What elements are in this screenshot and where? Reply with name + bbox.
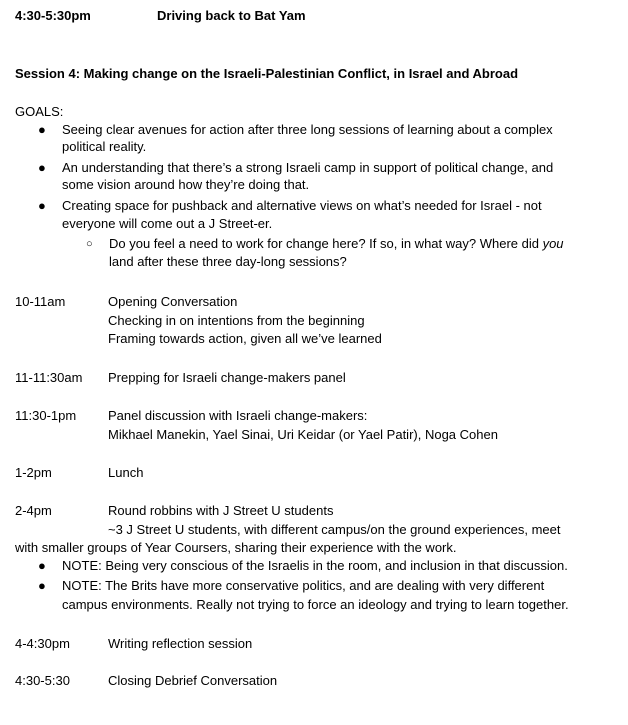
opening-line-2: Checking in on intentions from the beginning [108,313,365,328]
goal-2-line-2: some vision around how they’re doing that. [62,177,310,192]
goal-2-line-1: An understanding that there’s a strong Israeli camp in support of political change, and [62,160,554,175]
sub-goal-line-1: Do you feel a need to work for change here? If so, in what way? Where did you [109,236,564,251]
header-activity: Driving back to Bat Yam [157,8,306,23]
goal-3-line-1: Creating space for pushback and alternative views on what’s needed for Israel - not [62,198,542,213]
bullet-icon: ● [38,198,46,213]
writing-text: Writing reflection session [108,636,253,651]
sub-goal-line-2: land after these three day-long sessions? [109,254,347,269]
robbins-title: Round robbins with J Street U students [108,503,334,518]
robbins-desc-line-1: ~3 J Street U students, with different campus/on the ground experiences, meet [108,522,561,537]
panel-line-2: Mikhael Manekin, Yael Sinai, Uri Keidar (or Yael Patir), Noga Cohen [108,427,498,442]
bullet-icon: ● [38,122,46,137]
bullet-icon: ● [38,558,46,573]
robbins-time: 2-4pm [15,503,52,518]
note-2-line-1: NOTE: The Brits have more conservative politics, and are dealing with very different [62,578,545,593]
header-time: 4:30-5:30pm [15,8,91,23]
opening-line-1: Opening Conversation [108,294,238,309]
goal-1-line-2: political reality. [62,139,147,154]
closing-time: 4:30-5:30 [15,673,70,688]
hollow-bullet-icon: ○ [86,238,93,250]
goals-label: GOALS: [15,104,64,119]
session-title: Session 4: Making change on the Israeli-Palestinian Conflict, in Israel and Abroad [15,66,519,81]
bullet-icon: ● [38,578,46,593]
lunch-time: 1-2pm [15,465,52,480]
writing-time: 4-4:30pm [15,636,70,651]
goal-1-line-1: Seeing clear avenues for action after three long sessions of learning about a complex [62,122,553,137]
opening-line-3: Framing towards action, given all we’ve learned [108,331,382,346]
prep-text: Prepping for Israeli change-makers panel [108,370,346,385]
robbins-desc-line-2: with smaller groups of Year Coursers, sharing their experience with the work. [15,540,457,555]
closing-text: Closing Debrief Conversation [108,673,278,688]
lunch-text: Lunch [108,465,144,480]
panel-line-1: Panel discussion with Israeli change-makers: [108,408,368,423]
goal-3-line-2: everyone will come out a J Street-er. [62,216,273,231]
note-2-line-2: campus environments. Really not trying to force an ideology and trying to learn together. [62,597,569,612]
note-1-line-1: NOTE: Being very conscious of the Israelis in the room, and inclusion in that discussion. [62,558,568,573]
panel-time: 11:30-1pm [15,408,77,423]
bullet-icon: ● [38,160,46,175]
prep-time: 11-11:30am [15,370,83,385]
opening-time: 10-11am [15,294,66,309]
